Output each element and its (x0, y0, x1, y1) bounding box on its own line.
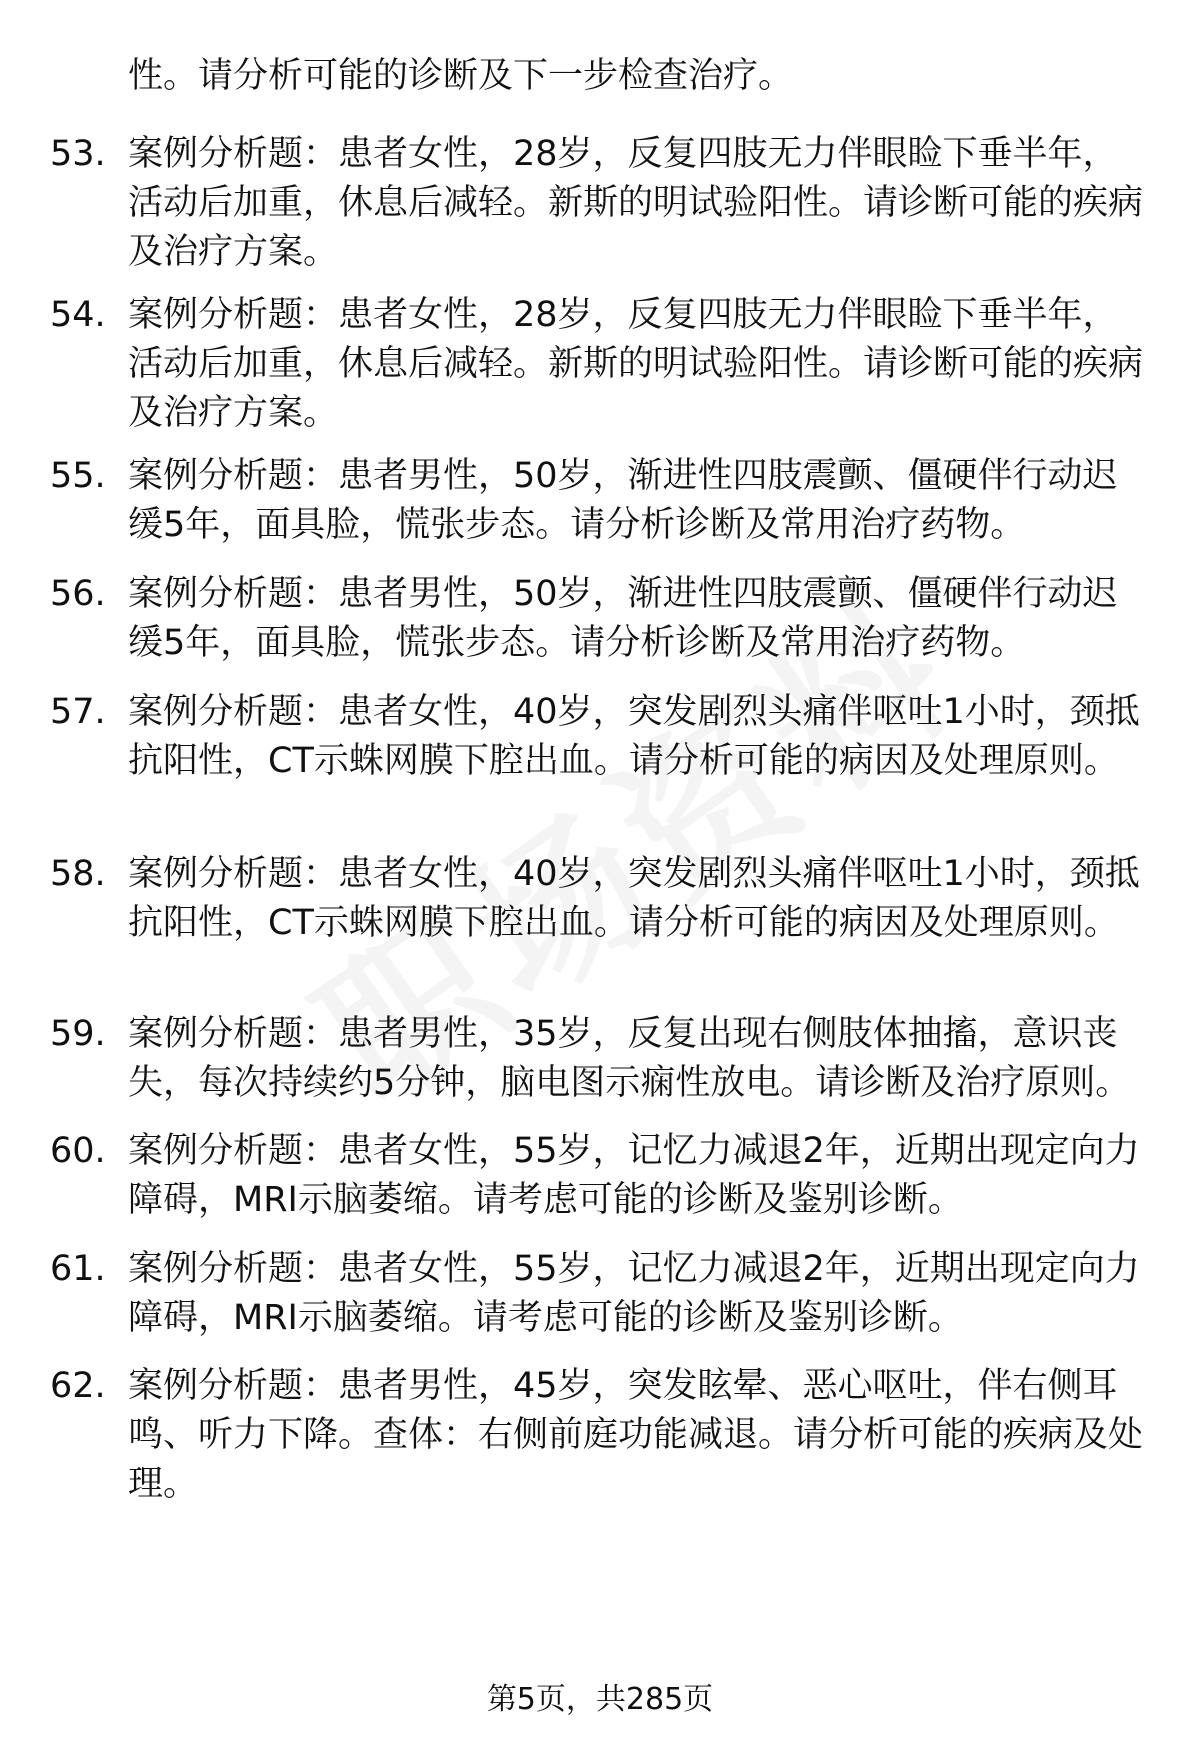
question-item (50, 570, 1150, 668)
question-number: 62. (50, 1366, 106, 1406)
question-text: 案例分析题：患者男性，45岁，突发眩晕、恶心呕吐，伴右侧耳鸣、听力下降。查体：右侧前庭功能减退。请分析可能的疾病及处理。 (128, 1366, 1144, 1504)
question-item (50, 291, 1150, 438)
question-item (50, 130, 1150, 277)
question-item (50, 1245, 1150, 1343)
question-number: 54. (50, 295, 106, 335)
question-text: 案例分析题：患者男性，50岁，渐进性四肢震颤、僵硬伴行动迟缓5年，面具脸，慌张步态。请分析诊断及常用治疗药物。 (128, 574, 1118, 663)
question-item (50, 1127, 1150, 1225)
question-text: 案例分析题：患者男性，50岁，渐进性四肢震颤、僵硬伴行动迟缓5年，面具脸，慌张步态。请分析诊断及常用治疗药物。 (128, 456, 1118, 545)
question-item (50, 688, 1150, 786)
question-item (50, 1362, 1150, 1509)
question-number: 59. (50, 1014, 106, 1054)
question-text: 案例分析题：患者女性，40岁，突发剧烈头痛伴呕吐1小时，颈抵抗阳性，CT示蛛网膜下腔出血。请分析可能的病因及处理原则。 (128, 692, 1140, 781)
question-text: 案例分析题：患者女性，40岁，突发剧烈头痛伴呕吐1小时，颈抵抗阳性，CT示蛛网膜下腔出血。请分析可能的病因及处理原则。 (128, 854, 1140, 943)
question-number: 57. (50, 692, 106, 732)
question-number: 61. (50, 1249, 106, 1289)
question-item (50, 850, 1150, 948)
question-text: 案例分析题：患者男性，35岁，反复出现右侧肢体抽搐，意识丧失，每次持续约5分钟，脑电图示痫性放电。请诊断及治疗原则。 (128, 1014, 1131, 1103)
question-item (50, 1010, 1150, 1108)
question-text: 案例分析题：患者女性，55岁，记忆力减退2年，近期出现定向力障碍，MRI示脑萎缩。请考虑可能的诊断及鉴别诊断。 (128, 1249, 1140, 1338)
question-number: 56. (50, 574, 106, 614)
question-text: 案例分析题：患者女性，28岁，反复四肢无力伴眼睑下垂半年，活动后加重，休息后减轻。新斯的明试验阳性。请诊断可能的疾病及治疗方案。 (128, 295, 1144, 433)
page-footer: 第5页，共285页 (486, 1682, 714, 1717)
question-item (50, 452, 1150, 550)
question-number: 60. (50, 1131, 106, 1171)
question-text: 案例分析题：患者女性，28岁，反复四肢无力伴眼睑下垂半年，活动后加重，休息后减轻。新斯的明试验阳性。请诊断可能的疾病及治疗方案。 (128, 134, 1144, 272)
question-number: 58. (50, 854, 106, 894)
question-number: 53. (50, 134, 106, 174)
question-number: 55. (50, 456, 106, 496)
continued-text: 性。请分析可能的诊断及下一步检查治疗。 (128, 56, 794, 96)
question-text: 案例分析题：患者女性，55岁，记忆力减退2年，近期出现定向力障碍，MRI示脑萎缩。请考虑可能的诊断及鉴别诊断。 (128, 1131, 1140, 1220)
